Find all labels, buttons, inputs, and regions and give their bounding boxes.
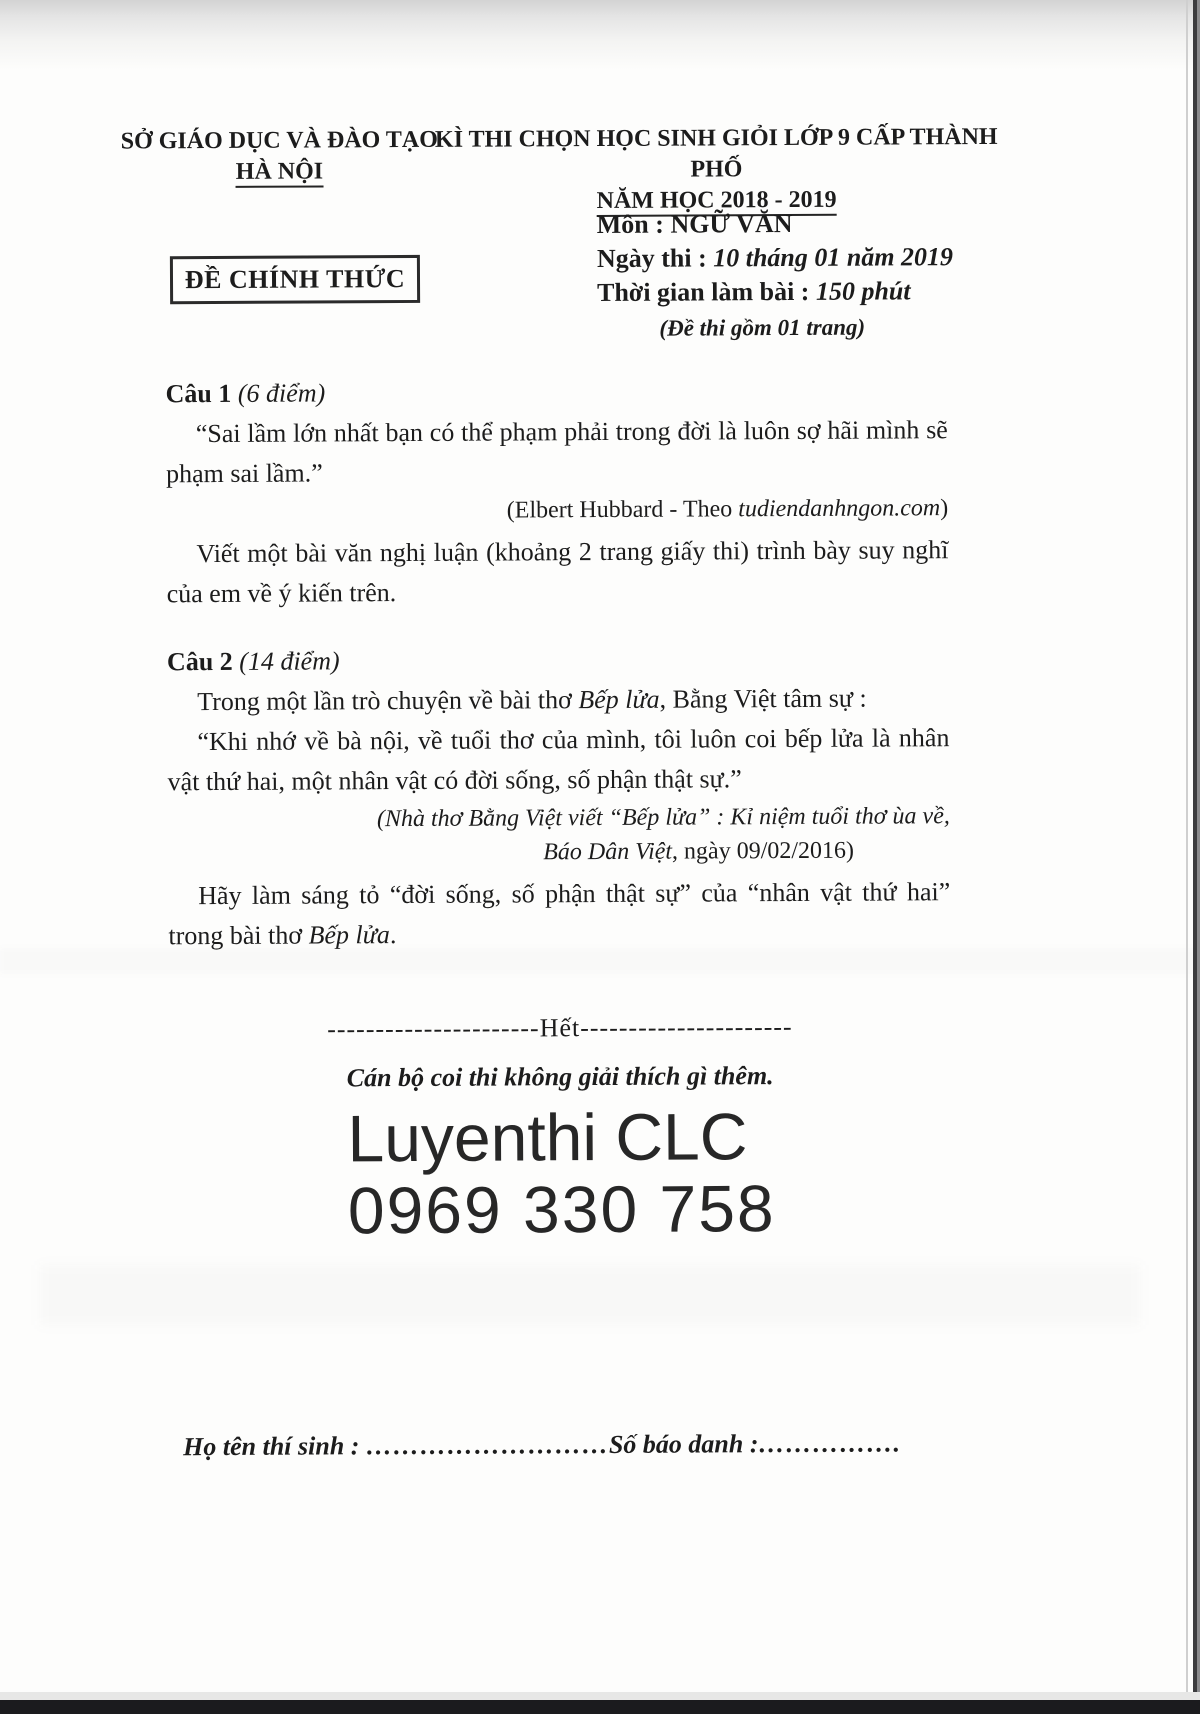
question2-source-line1: (Nhà thơ Bằng Việt viết “Bếp lửa” : Kỉ niệm tuổi thơ ùa về, <box>376 803 950 833</box>
official-exam-label: ĐỀ CHÍNH THỨC <box>184 264 406 295</box>
question2-points: (14 điểm) <box>239 646 340 676</box>
candidate-name-label: Họ tên thí sinh : <box>183 1431 366 1462</box>
end-word: Hết <box>539 1013 581 1043</box>
watermark-phone: 0969 330 758 <box>347 1171 776 1248</box>
duration-value: 150 phút <box>815 276 911 306</box>
subject-value: NGỮ VĂN <box>670 208 793 239</box>
scan-smudge <box>0 948 1200 974</box>
date-line <box>597 240 957 276</box>
scan-right-edge-light-line <box>1186 0 1188 1714</box>
exam-info-block <box>597 206 958 346</box>
candidate-name-dots: ……………………… <box>365 1429 609 1461</box>
question1-points: (6 điểm) <box>237 378 326 408</box>
candidate-info-line <box>183 1425 1143 1464</box>
candidate-number-dots: ……………. <box>758 1428 902 1459</box>
subject-line <box>597 206 957 242</box>
question2-source-date: , ngày 09/02/2016) <box>671 837 855 865</box>
official-exam-stamp-box <box>170 255 420 304</box>
proctor-note: Cán bộ coi thi không giải thích gì thêm. <box>346 1061 774 1093</box>
issuing-department <box>114 125 444 189</box>
question1-source-site: tudiendanhngon.com <box>738 495 941 523</box>
question2-number: Câu 2 <box>166 646 240 677</box>
department-city: HÀ NỘI <box>236 158 323 187</box>
question2-task-period: . <box>389 920 397 950</box>
question1-heading <box>166 370 948 414</box>
question2-intro <box>167 678 949 722</box>
scan-smudge <box>40 1265 1140 1325</box>
question2-heading <box>167 638 949 682</box>
end-dashes-right: ---------------------- <box>580 1011 793 1043</box>
date-value: 10 tháng 01 năm 2019 <box>713 242 954 273</box>
question1-source-author: (Elbert Hubbard - Theo <box>506 496 739 524</box>
end-separator <box>169 1008 951 1048</box>
end-dashes-left: ---------------------- <box>327 1013 540 1044</box>
candidate-number-label: Số báo danh : <box>608 1429 759 1459</box>
question2-source-line2 <box>168 834 950 870</box>
question2-intro-tail: , Bằng Việt tâm sự : <box>659 683 867 714</box>
duration-line <box>597 274 957 310</box>
scan-bottom-gray-band <box>0 1692 1200 1700</box>
question2-source-paper: Báo Dân Việt <box>543 838 673 866</box>
date-label: Ngày thi : <box>596 243 714 274</box>
question1-source <box>166 492 948 528</box>
question1-source-close: ) <box>940 495 949 522</box>
question1-task: Viết một bài văn nghị luận (khoảng 2 trang giấy thi) trình bày suy nghĩ của em về ý kiến trên. <box>166 535 949 609</box>
question2-task-poem-title: Bếp lửa <box>308 920 390 950</box>
watermark-brand: Luyenthi CLC <box>347 1099 748 1176</box>
exam-title: KÌ THI CHỌN HỌC SINH GIỎI LỚP 9 CẤP THÀNH PHỐ <box>434 123 998 183</box>
duration-label: Thời gian làm bài : <box>597 276 816 308</box>
exam-title-block <box>426 122 1006 218</box>
question2-task <box>168 872 950 956</box>
department-name: SỞ GIÁO DỤC VÀ ĐÀO TẠO <box>120 126 438 155</box>
scan-bottom-black-bar <box>0 1700 1200 1714</box>
exam-body <box>166 370 953 1250</box>
question2-poem-title: Bếp lửa <box>578 684 660 715</box>
school-year: NĂM HỌC 2018 - 2019 <box>597 187 837 217</box>
question1-quote: “Sai lầm lớn nhất bạn có thể phạm phải trong đời là luôn sợ hãi mình sẽ phạm sai lầm.” <box>165 415 948 489</box>
question1-number: Câu 1 <box>165 378 238 409</box>
subject-label: Môn : <box>596 209 671 240</box>
question2-task-text: Hãy làm sáng tỏ “đời sống, số phận thật sự” của “nhân vật thứ hai” trong bài thơ <box>168 877 951 951</box>
question2-quote: “Khi nhớ về bà nội, về tuổi thơ của mình, tôi luôn coi bếp lửa là nhân vật thứ hai, một nhân vật có đời sống, số phận thật sự.” <box>167 723 950 797</box>
question2-intro-text: Trong một lần trò chuyện về bài thơ <box>197 685 579 717</box>
page-header <box>0 121 1196 215</box>
pages-note: (Đề thi gồm 01 trang) <box>659 314 866 341</box>
